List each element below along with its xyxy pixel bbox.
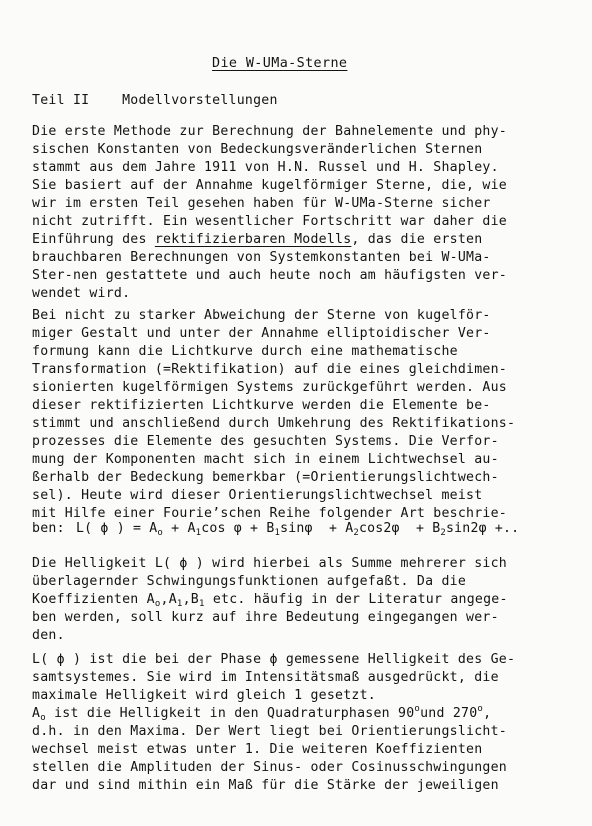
text-line: ben werden, soll kurz auf ihre Bedeutung eingegangen wer- bbox=[32, 610, 499, 625]
text-line: $A_o$ ist die Helligkeit in den Quadraturphasen 90$^o$und 270$^o$, bbox=[32, 704, 492, 723]
text-line: den. bbox=[32, 628, 65, 643]
text-line: Sie basiert auf der Annahme kugelförmiger Sterne, die, wie bbox=[32, 178, 507, 193]
text-line: sionierten kugelförmigen Systems zurückgeführt werden. Aus bbox=[32, 380, 507, 395]
section-heading: Teil II Modellvorstellungen bbox=[32, 93, 278, 108]
text-line: Transformation (=Rektifikation) auf die eines gleichdimen- bbox=[32, 362, 507, 377]
text-line bbox=[32, 232, 482, 248]
text-line: ßerhalb der Bedeckung bemerkbar (=Orientierungslichtwech- bbox=[32, 470, 499, 485]
page-title: Die W-UMa-Sterne bbox=[212, 56, 348, 71]
text-line: wechsel meist etwas unter 1. Die weiteren Koeffizienten bbox=[32, 742, 483, 757]
underlined-term: rektifizierbaren Modells bbox=[154, 232, 352, 247]
text-line: stimmt und anschließend durch Umkehrung des Rektifikations- bbox=[32, 416, 516, 431]
text-line: mung der Komponenten macht sich in einem Lichtwechsel au- bbox=[32, 452, 499, 467]
text-line: L( ϕ ) ist die bei der Phase ϕ gemessene Helligkeit des Ge- bbox=[32, 652, 516, 667]
text-segment: Einführung des bbox=[32, 232, 155, 247]
text-line: miger Gestalt und unter der Annahme elliptoidischer Ver- bbox=[32, 326, 491, 341]
text-line: sischen Konstanten von Bedeckungsveränderlichen Sternen bbox=[32, 142, 483, 157]
text-line: stammt aus dem Jahre 1911 von H.N. Russel und H. Shapley. bbox=[32, 160, 499, 175]
text-line: formung kann die Lichtkurve durch eine mathematische bbox=[32, 344, 458, 359]
text-line: ben: bbox=[32, 521, 65, 536]
text-line: sel). Heute wird dieser Orientierungslichtwechsel meist bbox=[32, 488, 483, 503]
text-line: Koeffizienten $A_o,A_1,B_1$ etc. häufig in der Literatur angege- bbox=[32, 592, 508, 609]
text-line: dar und sind mithin ein Maß für die Stärke der jeweiligen bbox=[32, 778, 499, 793]
fourier-formula: L( ϕ ) = $A_o + A_1\cos$ $\varphi + B_1\sin\varphi + A_2\cos 2\varphi + B_2\sin 2\varphi$ +.. bbox=[76, 521, 520, 538]
text-line: d.h. in den Maxima. Der Wert liegt bei Orientierungslicht- bbox=[32, 724, 507, 739]
text-line: Ster-nen gestattete und auch heute noch am häufigsten ver- bbox=[32, 268, 507, 283]
text-line: maximale Helligkeit wird gleich 1 gesetzt. bbox=[32, 688, 376, 703]
text-line: dieser rektifizierten Lichtkurve werden die Elemente be- bbox=[32, 398, 491, 413]
text-line: brauchbaren Berechnungen von Systemkonstanten bei W-UMa- bbox=[32, 250, 491, 265]
text-line: Die erste Methode zur Berechnung der Bahnelemente und phy- bbox=[32, 124, 507, 139]
text-line: nicht zutrifft. Ein wesentlicher Fortschritt war daher die bbox=[32, 214, 507, 229]
text-line: wendet wird. bbox=[32, 286, 131, 301]
text-line: mit Hilfe einer Fourie’schen Reihe folgender Art beschrie- bbox=[32, 506, 507, 521]
text-line: prozesses die Elemente des gesuchten Systems. Die Verfor- bbox=[32, 434, 499, 449]
text-line: Bei nicht zu starker Abweichung der Sterne von kugelför- bbox=[32, 308, 491, 323]
text-line: überlagernder Schwingungsfunktionen aufgefaßt. Da die bbox=[32, 574, 467, 589]
text-line: stellen die Amplituden der Sinus- oder Cosinusschwingungen bbox=[32, 760, 507, 775]
text-line: samtsystemes. Sie wird im Intensitätsmaß ausgedrückt, die bbox=[32, 670, 499, 685]
text-segment: , das die ersten bbox=[351, 232, 483, 247]
text-line: wir im ersten Teil gesehen haben für W-UMa-Sterne sicher bbox=[32, 196, 491, 211]
text-line: Die Helligkeit L( ϕ ) wird hierbei als Summe mehrerer sich bbox=[32, 556, 507, 571]
